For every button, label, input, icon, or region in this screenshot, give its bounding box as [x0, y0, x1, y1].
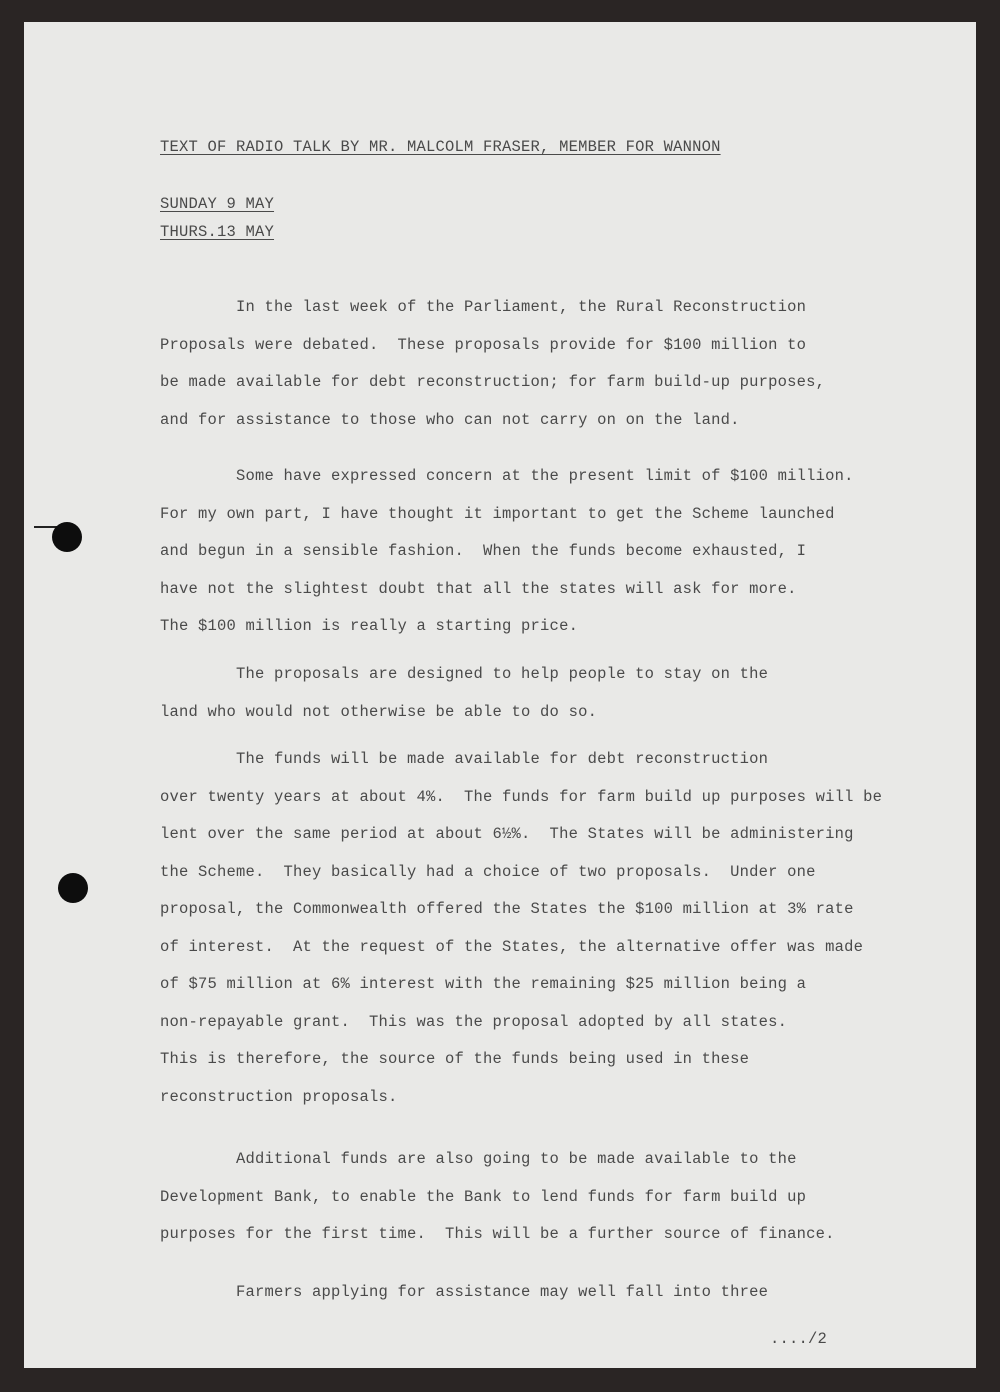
page-marker: ..../2: [770, 1330, 828, 1348]
body-text-line: of interest. At the request of the States, the alternative offer was made: [160, 937, 864, 956]
body-text-line: This is therefore, the source of the funds being used in these: [160, 1050, 750, 1068]
body-text-line: Farmers applying for assistance may well fall into three: [160, 1283, 769, 1301]
body-text-line: In the last week of the Parliament, the Rural Reconstruction: [160, 298, 807, 316]
body-text-line: and for assistance to those who can not carry on on the land.: [160, 410, 740, 429]
punch-hole-bottom: [58, 873, 88, 903]
body-text-line: For my own part, I have thought it important to get the Scheme launched: [160, 504, 835, 523]
body-text-line: The $100 million is really a starting price.: [160, 617, 579, 635]
body-text-line: The funds will be made available for debt reconstruction: [160, 750, 769, 768]
body-text-line: The proposals are designed to help people to stay on the: [160, 665, 769, 683]
body-text-line: non-repayable grant. This was the proposal adopted by all states.: [160, 1012, 788, 1031]
body-text-line: purposes for the first time. This will be a further source of finance.: [160, 1225, 835, 1243]
body-text-line: be made available for debt reconstruction; for farm build-up purposes,: [160, 373, 826, 391]
body-text-line: land who would not otherwise be able to do so.: [160, 702, 598, 721]
date-line-1: SUNDAY 9 MAY: [160, 195, 275, 213]
body-text-line: of $75 million at 6% interest with the remaining $25 million being a: [160, 975, 807, 993]
body-text-line: reconstruction proposals.: [160, 1087, 398, 1106]
date-line-2: THURS.13 MAY: [160, 223, 275, 241]
body-text-line: Some have expressed concern at the present limit of $100 million.: [160, 467, 854, 485]
body-text-line: Development Bank, to enable the Bank to lend funds for farm build up: [160, 1187, 807, 1206]
body-text-line: have not the slightest doubt that all the states will ask for more.: [160, 579, 797, 598]
body-text-line: over twenty years at about 4%. The funds for farm build up purposes will be: [160, 787, 883, 806]
body-text-line: Additional funds are also going to be made available to the: [160, 1150, 797, 1168]
body-text-line: Proposals were debated. These proposals provide for $100 million to: [160, 335, 807, 354]
body-text-line: the Scheme. They basically had a choice of two proposals. Under one: [160, 862, 816, 881]
document-title: TEXT OF RADIO TALK BY MR. MALCOLM FRASER, MEMBER FOR WANNON: [160, 138, 721, 156]
body-text-line: lent over the same period at about 6½%. The States will be administering: [160, 825, 854, 843]
punch-hole-top: [52, 522, 82, 552]
body-text-line: and begun in a sensible fashion. When the funds become exhausted, I: [160, 542, 807, 560]
body-text-line: proposal, the Commonwealth offered the States the $100 million at 3% rate: [160, 900, 854, 918]
